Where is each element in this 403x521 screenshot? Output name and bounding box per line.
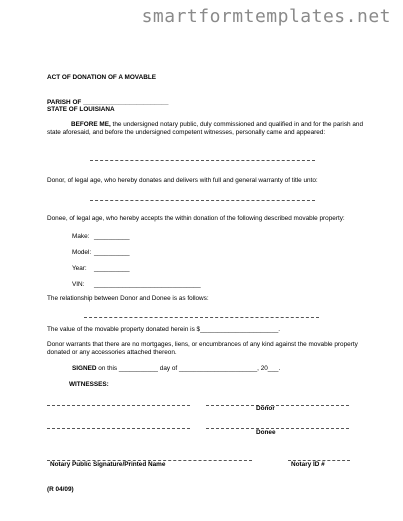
signed-paragraph [72, 365, 280, 373]
form-revision: (R 04/09) [47, 486, 74, 493]
intro-paragraph [47, 121, 377, 138]
donee-signature-line [206, 428, 349, 429]
signed-label: SIGNED [72, 365, 97, 372]
before-me-label: BEFORE ME, [71, 121, 111, 128]
before-me-text: the undersigned notary public, duly commissioned and qualified in and for the parish and state aforesaid, and before the undersigned competent witnesses, personally came and appeared: [47, 121, 364, 137]
notary-signature-label: Notary Public Signature/Printed Name [50, 461, 166, 468]
year-label: Year: [72, 265, 87, 272]
parish-line: PARISH OF ________________________ [47, 99, 169, 106]
document-title: ACT OF DONATION OF A MOVABLE [47, 74, 156, 81]
donor-signature-label: Donor [256, 405, 275, 412]
value-paragraph: The value of the movable property donated herein is $______________________. [47, 326, 281, 333]
witnesses-heading: WITNESSES: [69, 381, 109, 388]
donor-signature-line [206, 405, 349, 406]
relationship-paragraph: The relationship between Donor and Donee is as follows: [47, 295, 209, 302]
witness-1-signature-line [47, 405, 190, 406]
donee-paragraph: Donee, of legal age, who hereby accepts the within donation of the following described movable property: [47, 215, 345, 222]
watermark-text: smartformtemplates.net [141, 6, 391, 27]
warranty-paragraph: Donor warrants that there are no mortgages, liens, or encumbrances of any kind against the movable property donated or any accessories attached thereon. [47, 341, 358, 357]
vin-field[interactable]: ______________________________ [94, 281, 201, 288]
donor-paragraph: Donor, of legal age, who hereby donates and delivers with full and general warranty of title unto: [47, 177, 318, 184]
witness-2-signature-line [47, 428, 190, 429]
donee-name-line [90, 200, 315, 201]
state-line: STATE OF LOUISIANA [47, 106, 115, 113]
appearer-line [90, 160, 315, 161]
model-field[interactable]: __________ [94, 249, 130, 256]
make-field[interactable]: __________ [94, 233, 130, 240]
donee-signature-label: Donee [256, 429, 276, 436]
signed-text: on this ___________ day of ______________________, 20___. [96, 365, 281, 372]
year-field[interactable]: __________ [94, 265, 130, 272]
notary-id-label: Notary ID # [291, 461, 325, 468]
make-label: Make: [72, 233, 90, 240]
model-label: Model: [72, 249, 92, 256]
vin-label: VIN: [72, 281, 85, 288]
relationship-line [84, 317, 319, 318]
